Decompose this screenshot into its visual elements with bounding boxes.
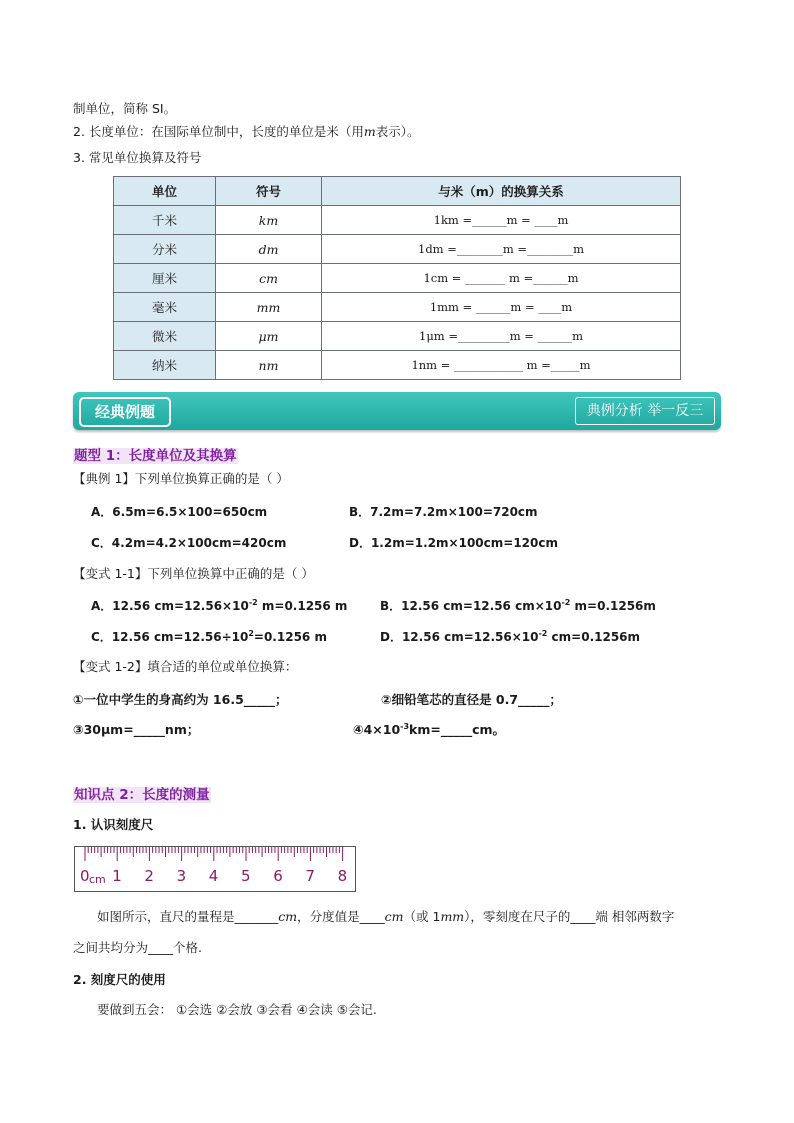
table-header-relation: 与米（m）的换算关系 (322, 177, 681, 206)
topic2-sub1: 1. 认识刻度尺 (73, 817, 154, 832)
variant12-q4 (353, 720, 505, 738)
variant11-stem: 【变式 1-1】下列单位换算中正确的是（ ） (73, 566, 314, 581)
variant11-option-b (380, 597, 656, 614)
topic1-heading (73, 444, 238, 464)
variant11-a-end: m=0.1256 m (257, 599, 348, 613)
table-cell-symbol: nm (216, 351, 322, 380)
topic2-heading (73, 783, 211, 803)
ruler-para-a: 如图所示，直尺的量程是_______ (97, 909, 279, 924)
ruler-label-zero: 0 (80, 867, 90, 885)
table-row (114, 264, 681, 293)
intro-line-length-unit (73, 123, 420, 141)
table-row (114, 235, 681, 264)
topic2-heading-text: 知识点 2：长度的测量 (74, 787, 210, 803)
ruler-para-c: （或 1 (403, 909, 441, 924)
ruler-para-d: ），零刻度在尺子的____端 相邻两数字 (464, 909, 675, 924)
table-cell-symbol: mm (216, 293, 322, 322)
ruler-para-mm: mm (440, 909, 465, 924)
variant11-option-c (91, 628, 327, 645)
table-cell-relation: 1km =______m = ____m (322, 206, 681, 235)
table-header-row (114, 177, 681, 206)
banner-title: 经典例题 (79, 397, 171, 427)
table-cell-unit: 千米 (114, 206, 216, 235)
intro-line1-end: 表示）。 (375, 124, 420, 139)
table-cell-symbol: dm (216, 235, 322, 264)
variant11-option-a (91, 597, 347, 614)
table-cell-unit: 纳米 (114, 351, 216, 380)
variant12-q2: ②细铅笔芯的直径是 0.7_____； (381, 692, 562, 707)
variant11-d-end: cm=0.1256m (547, 630, 641, 644)
table-cell-symbol: cm (216, 264, 322, 293)
ruler-para-cm2: cm (384, 909, 404, 924)
variant11-a-exp: -2 (248, 598, 258, 607)
intro-line-si: 制单位，简称 SI。 (73, 101, 177, 116)
ruler-label: 3 (176, 867, 187, 885)
variant12-q3: ③30μm=_____nm； (73, 722, 200, 737)
table-cell-relation: 1dm =________m =________m (322, 235, 681, 264)
variant12-q4-end: km=_____cm。 (409, 722, 506, 737)
variant12-stem: 【变式 1-2】填合适的单位或单位换算： (73, 659, 298, 674)
five-skills-line: 要做到五会： ①会选 ②会放 ③会看 ④会读 ⑤会记. (97, 1002, 377, 1017)
topic1-heading-text: 题型 1：长度单位及其换算 (74, 448, 237, 464)
table-row (114, 293, 681, 322)
ruler-label: 4 (208, 867, 219, 885)
intro-line1-text: 2. 长度单位：在国际单位制中，长度的单位是米（用 (73, 124, 364, 139)
variant11-b-exp: -2 (561, 598, 571, 607)
table-header-symbol: 符号 (216, 177, 322, 206)
table-cell-relation: 1mm = ______m = ____m (322, 293, 681, 322)
ruler-label-unit: cm (89, 873, 106, 886)
variant12-q4-text: ④4×10 (353, 722, 401, 737)
classic-examples-banner (73, 392, 721, 430)
topic2-sub2: 2. 刻度尺的使用 (73, 972, 166, 987)
ruler-label: 5 (241, 867, 251, 885)
example1-stem: 【典例 1】下列单位换算正确的是（ ） (73, 471, 289, 486)
table-cell-symbol: km (216, 206, 322, 235)
ruler-para-b: ，分度值是____ (297, 909, 385, 924)
ruler-label: 7 (305, 867, 315, 885)
ruler-label: 1 (112, 867, 122, 885)
table-cell-unit: 厘米 (114, 264, 216, 293)
table-row (114, 322, 681, 351)
table-cell-unit: 微米 (114, 322, 216, 351)
table-cell-unit: 分米 (114, 235, 216, 264)
ruler-paragraph-2: 之间共均分为____个格. (73, 940, 202, 955)
table-header-unit: 单位 (114, 177, 216, 206)
table-cell-symbol: μm (216, 322, 322, 351)
variant11-d-text: D．12.56 cm=12.56×10 (380, 630, 539, 644)
example1-option-a: A．6.5m=6.5×100=650cm (91, 505, 268, 519)
table-row (114, 351, 681, 380)
table-cell-unit: 毫米 (114, 293, 216, 322)
variant11-b-end: m=0.1256m (570, 599, 656, 613)
intro-line1-m: m (363, 124, 376, 139)
ruler-label: 8 (337, 867, 348, 885)
banner-subtitle: 典例分析 举一反三 (575, 397, 715, 425)
ruler-label: 6 (273, 867, 283, 885)
variant11-c-end: =0.1256 m (253, 630, 327, 644)
intro-line-conversion: 3. 常见单位换算及符号 (73, 150, 202, 165)
variant11-c-exp: 2 (248, 629, 254, 638)
variant11-option-d (380, 628, 640, 645)
ruler-label: 2 (144, 867, 154, 885)
ruler-paragraph (97, 908, 674, 926)
variant12-q4-exp: -3 (400, 721, 410, 731)
example1-option-d: D．1.2m=1.2m×100cm=120cm (349, 536, 558, 550)
unit-conversion-table (113, 176, 681, 380)
table-row (114, 206, 681, 235)
variant11-c-text: C．12.56 cm=12.56÷10 (91, 630, 249, 644)
variant11-d-exp: -2 (538, 629, 548, 638)
ruler-figure (74, 846, 356, 892)
table-cell-relation: 1cm = _______ m =______m (322, 264, 681, 293)
variant11-a-text: A．12.56 cm=12.56×10 (91, 599, 249, 613)
example1-option-b: B．7.2m=7.2m×100=720cm (349, 505, 538, 519)
table-cell-relation: 1nm = ____________ m =_____m (322, 351, 681, 380)
table-cell-relation: 1μm =_________m = ______m (322, 322, 681, 351)
ruler-para-cm1: cm (278, 909, 298, 924)
example1-option-c: C．4.2m=4.2×100cm=420cm (91, 536, 287, 550)
variant12-q1: ①一位中学生的身高约为 16.5_____； (73, 692, 288, 707)
variant11-b-text: B．12.56 cm=12.56 cm×10 (380, 599, 562, 613)
